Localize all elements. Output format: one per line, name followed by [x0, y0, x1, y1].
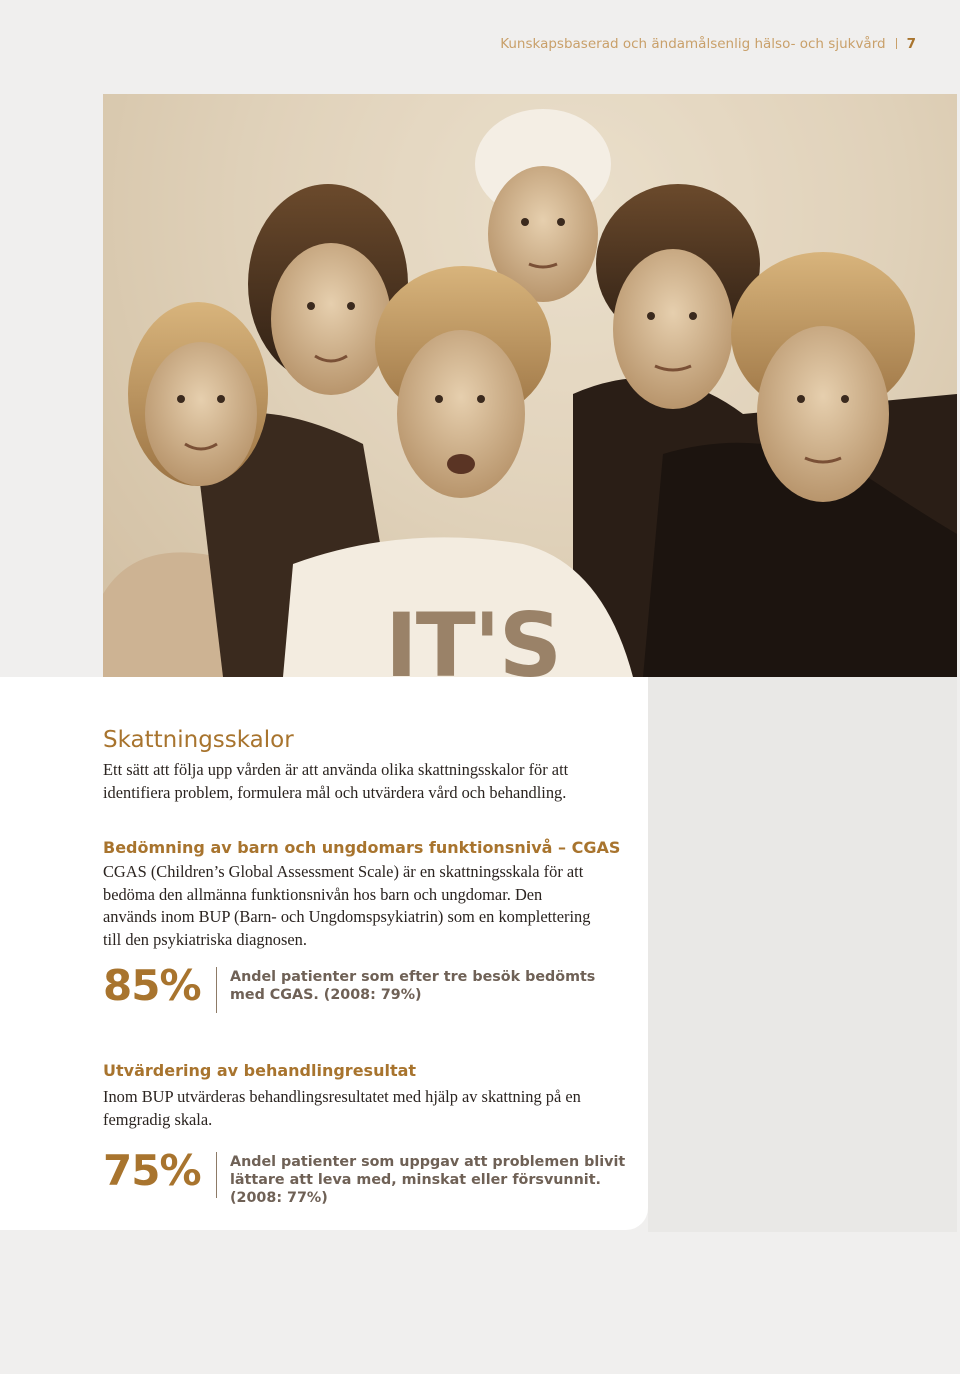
page-header [500, 36, 916, 52]
side-strip [648, 677, 957, 1232]
outcome-title: Utvärdering av behandlingresultat [103, 1061, 417, 1080]
group-photo-illustration [103, 94, 957, 677]
outcome-stat-divider [216, 1152, 217, 1198]
cgas-stat-description: Andel patienter som efter tre besök bedömts med CGAS. (2008: 79%) [230, 969, 596, 1003]
cgas-title: Bedömning av barn och ungdomars funktionsnivå – CGAS [103, 838, 621, 857]
header-title: Kunskapsbaserad och ändamålsenlig hälso- och sjukvård [500, 36, 886, 52]
section-intro: Ett sätt att följa upp vården är att använda olika skattningsskalor för att identifiera problem, formulera mål och utvärdera vård och behandling. [103, 760, 569, 802]
cgas-stat-value: 85% [103, 961, 201, 1010]
cgas-stat-divider [216, 967, 217, 1013]
cgas-text: CGAS (Children’s Global Assessment Scale) är en skattningsskala för att bedöma den allmänna funktionsnivån hos barn och ungdomar. Den används inom BUP (Barn- och Ungdomspsykiatrin) som en komplettering till den psykiatriska diagnosen. [103, 862, 591, 949]
outcome-stat-description: Andel patienter som uppgav att problemen blivit lättare att leva med, minskat eller försvunnit. (2008: 77%) [230, 1154, 626, 1206]
outcome-stat-value: 75% [103, 1146, 201, 1195]
outcome-text: Inom BUP utvärderas behandlingsresultatet med hjälp av skattning på en femgradig skala. [103, 1087, 581, 1129]
page-number: 7 [906, 36, 916, 52]
shirt-print-text: IT'S [385, 594, 561, 677]
group-photo [103, 94, 957, 677]
header-divider [896, 38, 897, 49]
section-title: Skattningsskalor [103, 727, 294, 753]
